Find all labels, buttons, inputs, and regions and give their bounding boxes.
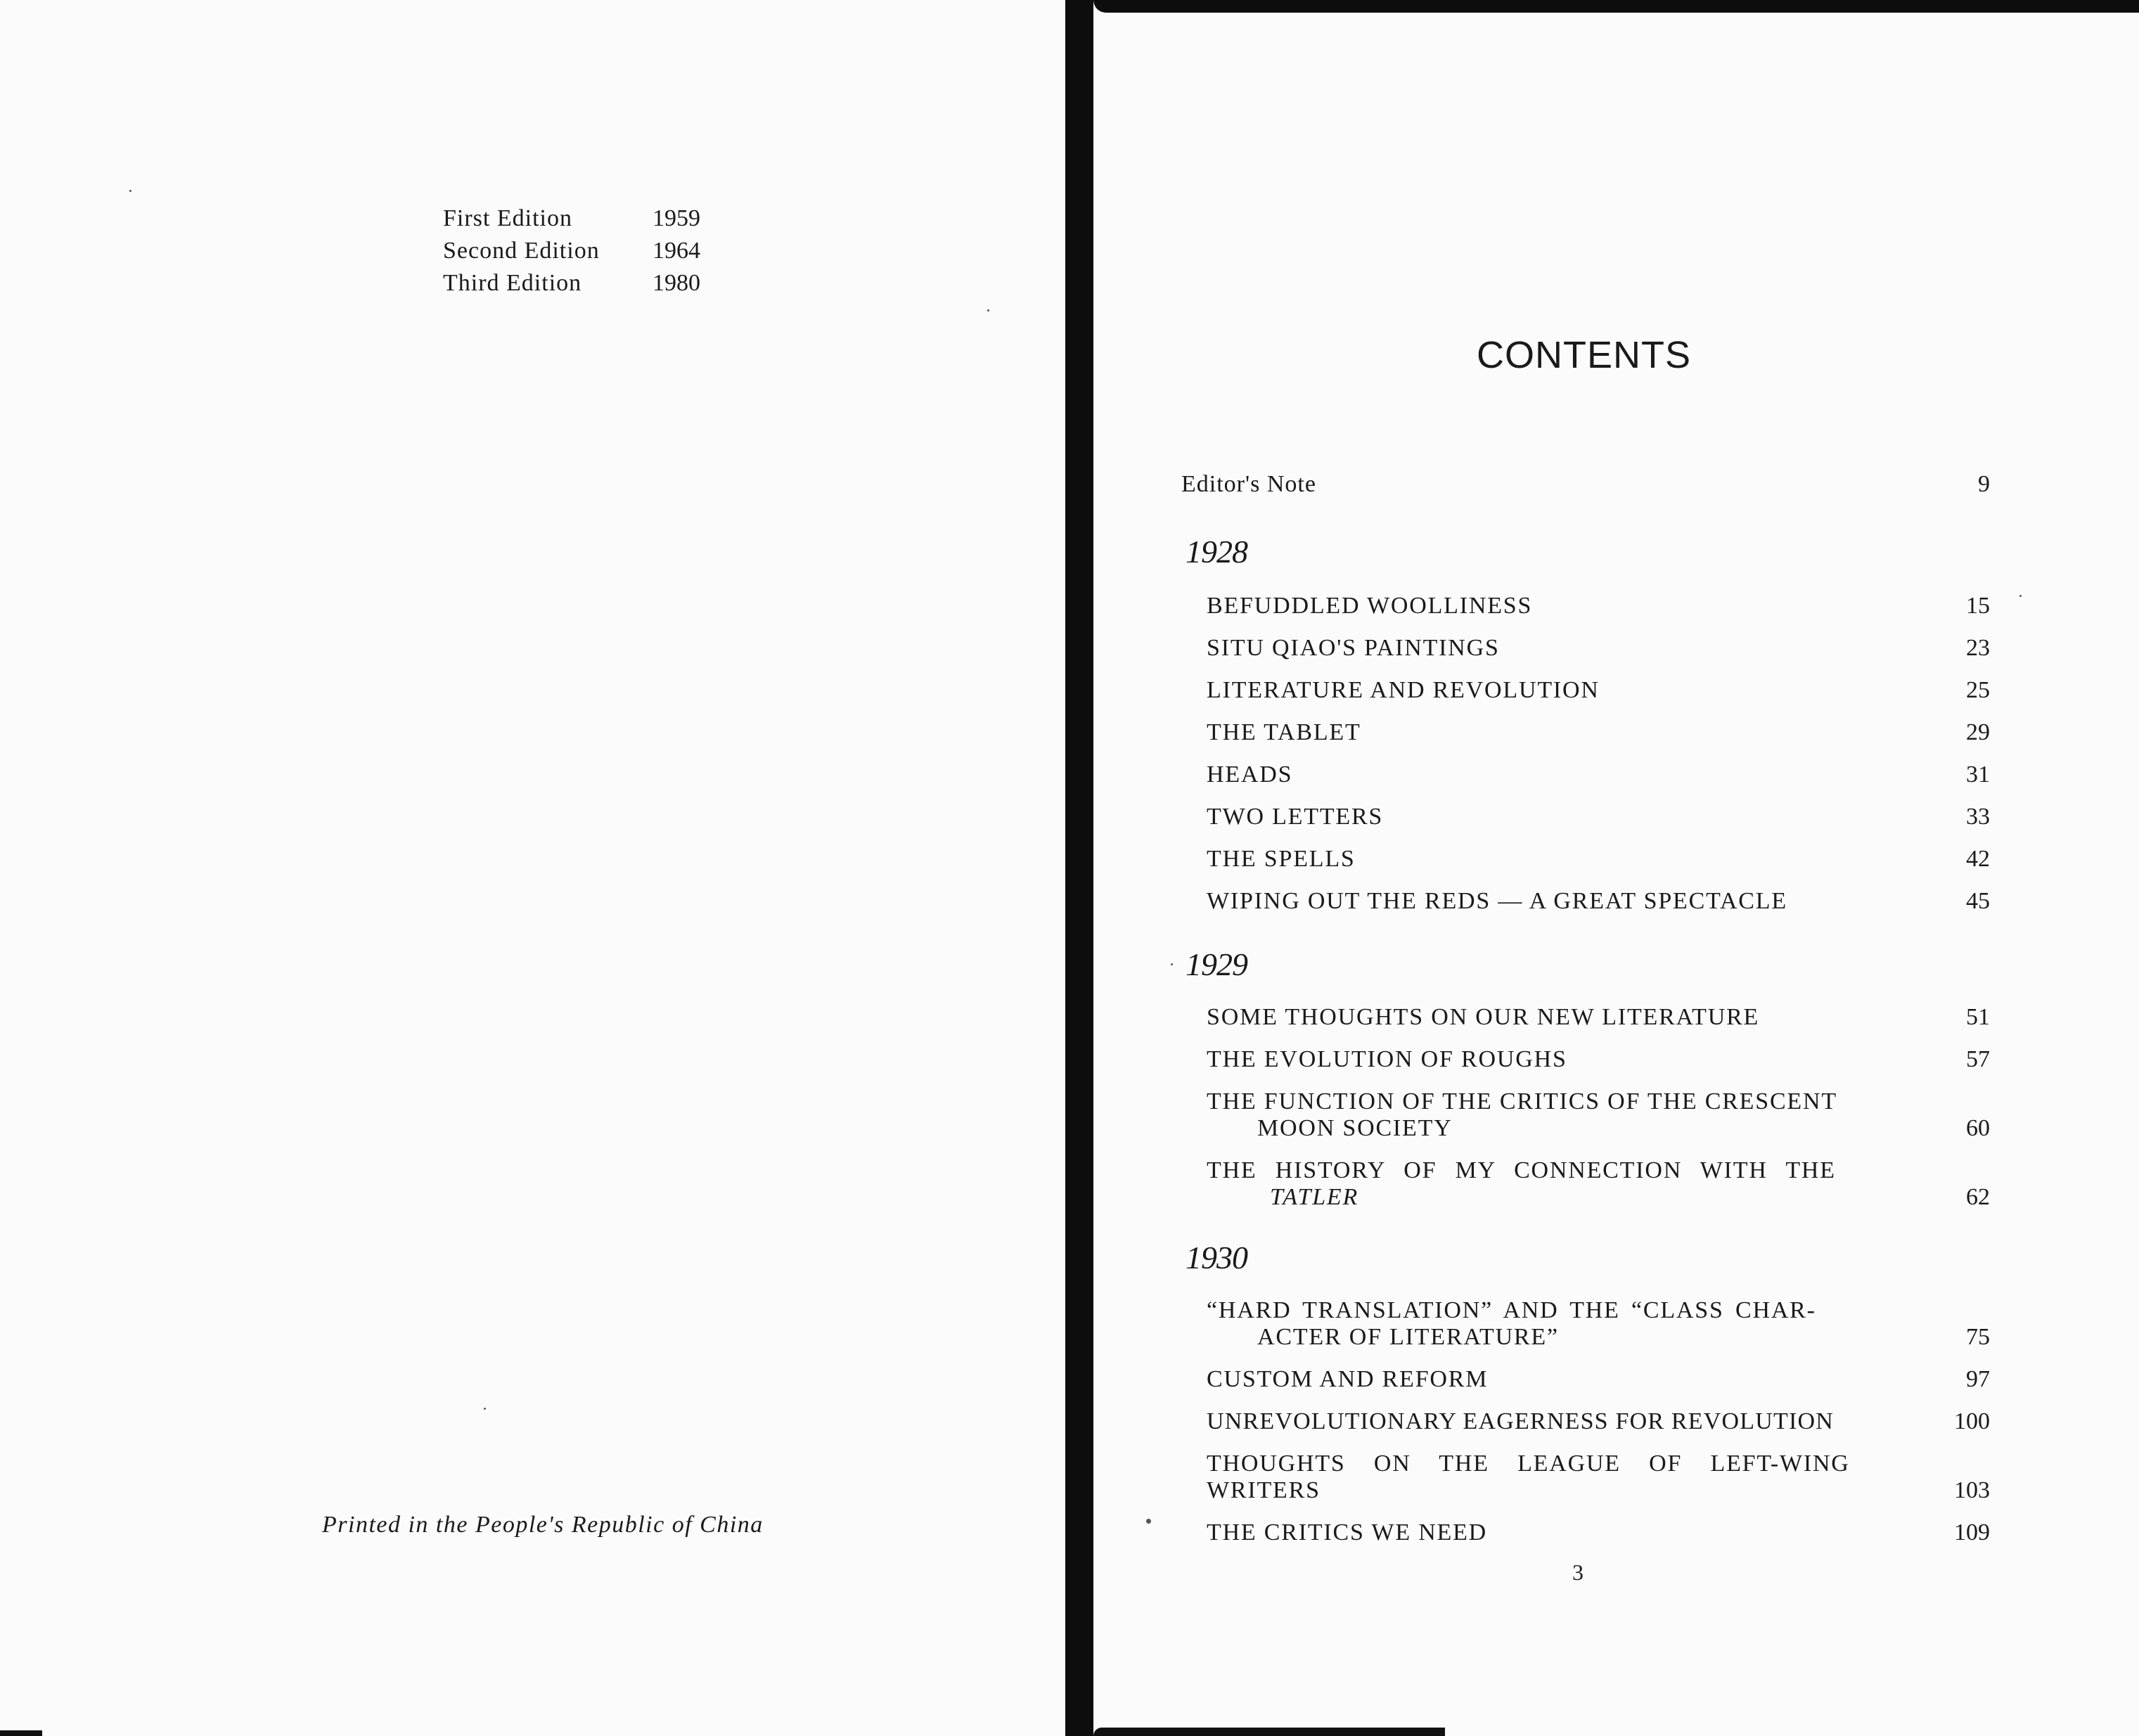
edition-label: Second Edition (443, 238, 600, 264)
edition-row (443, 202, 709, 235)
toc-entry-page: 75 (1966, 1324, 1990, 1350)
toc-entry-page: 100 (1954, 1408, 1990, 1434)
toc-entry-title: SOME THOUGHTS ON OUR NEW LITERATURE (1207, 1004, 1760, 1030)
page-bottom-edge (0, 1730, 42, 1736)
toc-entry-title: THE CRITICS WE NEED (1207, 1519, 1488, 1545)
toc-entry (1207, 746, 1990, 788)
toc-entry-title (1207, 1157, 1934, 1211)
toc-entry-page: 25 (1966, 677, 1990, 703)
toc-entry-title: Editor's Note (1181, 471, 1316, 497)
toc-entry (1207, 662, 1990, 704)
toc-entry-title (1207, 1088, 1934, 1142)
toc-entry-page: 60 (1966, 1115, 1990, 1141)
edition-year: 1980 (653, 270, 700, 296)
toc-entry-page: 57 (1966, 1046, 1990, 1072)
toc-entry (1207, 1351, 1990, 1393)
page-bottom-edge (1093, 1728, 1445, 1736)
toc-entry-title-line1: THE HISTORY OF MY CONNECTION WITH THE (1207, 1157, 1836, 1183)
toc-entry-title: LITERATURE AND REVOLUTION (1207, 677, 1600, 703)
toc-entry-page: 42 (1966, 846, 1990, 872)
toc-entry-title-line1: “HARD TRANSLATION” AND THE “CLASS CHAR- (1207, 1297, 1816, 1323)
toc-entry (1207, 788, 1990, 830)
toc-entry-title: SITU QIAO'S PAINTINGS (1207, 635, 1500, 661)
toc-entry (1207, 1393, 1990, 1435)
toc-entry-title-line1: THOUGHTS ON THE LEAGUE OF LEFT-WING (1207, 1451, 1850, 1477)
toc-entry (1207, 1504, 1990, 1546)
table-of-contents (1181, 471, 1990, 1546)
toc-entry-title-line2: TATLER (1270, 1184, 1359, 1210)
section-year-heading: 1930 (1186, 1240, 1247, 1275)
toc-entry-title: HEADS (1207, 761, 1293, 787)
toc-entry-title: WIPING OUT THE REDS — A GREAT SPECTACLE (1207, 888, 1787, 914)
toc-entry (1207, 1435, 1990, 1504)
toc-entry (1207, 1073, 1990, 1142)
toc-entry-page: 103 (1954, 1477, 1990, 1503)
contents-title: CONTENTS (1477, 334, 1691, 376)
edition-list (443, 202, 709, 300)
toc-entry-title: BEFUDDLED WOOLLINESS (1207, 593, 1533, 619)
edition-year: 1959 (653, 205, 700, 231)
toc-entry-editors-note (1181, 471, 1990, 498)
toc-entry (1207, 619, 1990, 662)
toc-entry-title: THE SPELLS (1207, 846, 1356, 872)
toc-entry-page: 51 (1966, 1004, 1990, 1030)
toc-entry-title-line1: THE FUNCTION OF THE CRITICS OF THE CRESCENT (1207, 1088, 1837, 1114)
edition-label: First Edition (443, 205, 572, 231)
toc-entry-page: 62 (1966, 1184, 1990, 1210)
printed-note: Printed in the People's Republic of China (322, 1512, 764, 1538)
scan-speck (484, 1408, 486, 1410)
toc-entry (1207, 873, 1990, 915)
toc-entry-page: 45 (1966, 888, 1990, 914)
section-year-heading: 1929 (1186, 946, 1247, 982)
toc-entry-page: 15 (1966, 593, 1990, 619)
toc-entry-title-line2: ACTER OF LITERATURE” (1257, 1324, 1559, 1350)
toc-entry-page: 9 (1978, 471, 1990, 497)
toc-entry (1207, 704, 1990, 746)
scan-speck (987, 309, 989, 311)
toc-entry-page: 23 (1966, 635, 1990, 661)
toc-entry-title: THE EVOLUTION OF ROUGHS (1207, 1046, 1567, 1072)
toc-entry-page: 31 (1966, 761, 1990, 787)
section-year-heading: 1928 (1186, 534, 1247, 570)
page-top-edge (1093, 0, 2139, 13)
toc-entry-title-line2: MOON SOCIETY (1257, 1115, 1453, 1141)
toc-entry-page: 33 (1966, 804, 1990, 830)
edition-row (443, 267, 709, 300)
toc-entry-title: UNREVOLUTIONARY EAGERNESS FOR REVOLUTION (1207, 1408, 1835, 1434)
toc-entry (1207, 830, 1990, 873)
toc-entry-title: THE TABLET (1207, 719, 1361, 745)
toc-entry (1207, 1142, 1990, 1211)
edition-year: 1964 (653, 238, 700, 264)
toc-entry-title: TWO LETTERS (1207, 804, 1384, 830)
toc-entry (1207, 1031, 1990, 1073)
toc-entry (1207, 577, 1990, 619)
scan-speck (1146, 1519, 1151, 1524)
toc-entry-title (1207, 1297, 1934, 1351)
book-spine (1065, 0, 1093, 1736)
scan-speck (2019, 595, 2022, 597)
toc-entry (1207, 1282, 1990, 1351)
scan-speck (129, 190, 131, 192)
toc-entry-title: CUSTOM AND REFORM (1207, 1366, 1489, 1392)
page-number: 3 (1572, 1560, 1584, 1585)
toc-entry-title-line2: WRITERS (1207, 1477, 1321, 1503)
toc-entry-page: 29 (1966, 719, 1990, 745)
toc-entry (1207, 989, 1990, 1031)
toc-entry-title (1207, 1451, 1934, 1504)
toc-entry-page: 109 (1954, 1519, 1990, 1545)
scan-speck (1171, 963, 1173, 965)
edition-label: Third Edition (443, 270, 582, 296)
toc-entry-page: 97 (1966, 1366, 1990, 1392)
edition-row (443, 235, 709, 267)
